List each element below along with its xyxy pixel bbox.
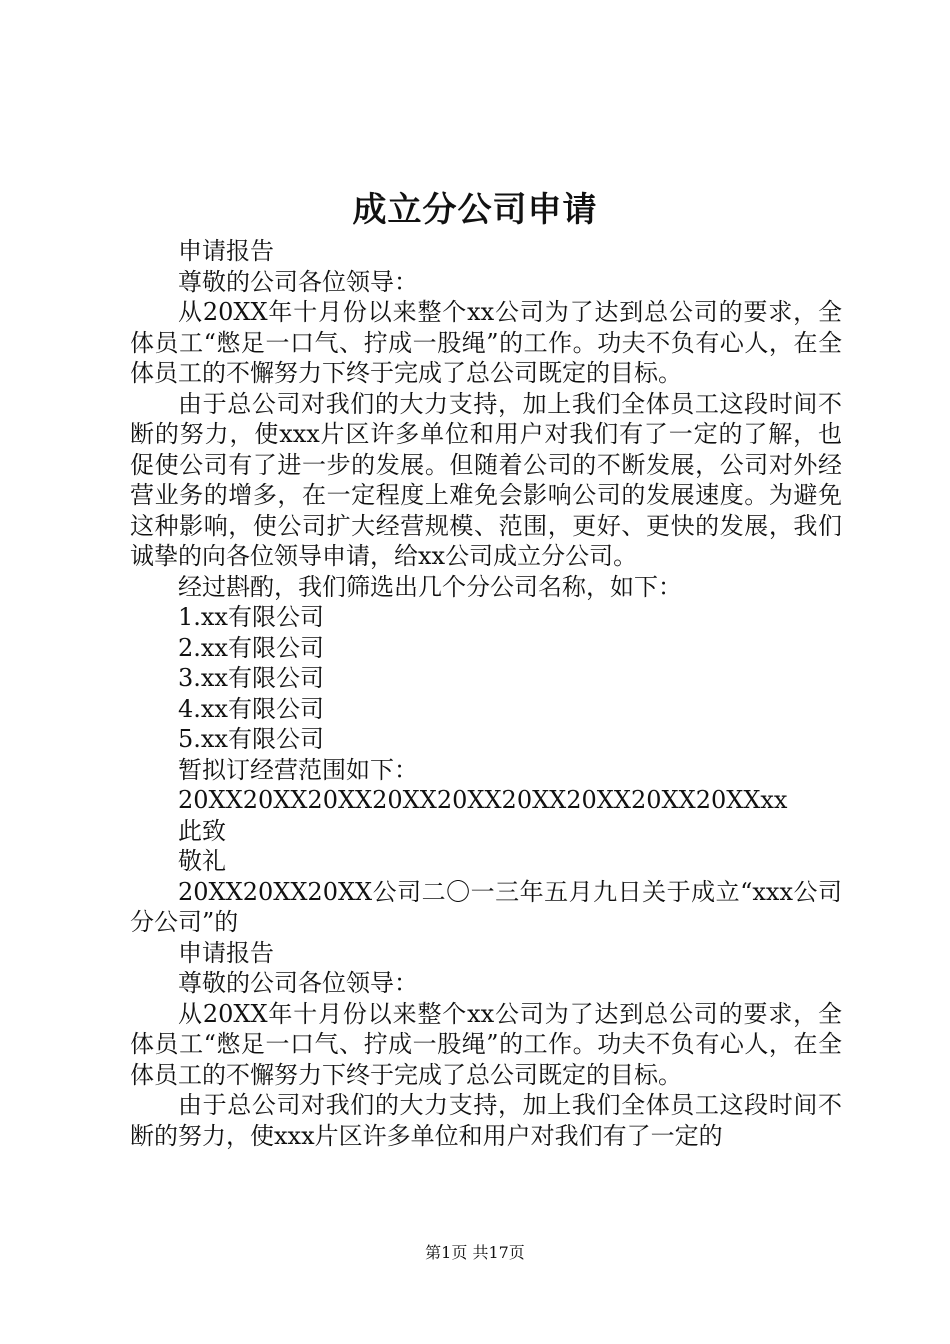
paragraph: 从20XX年十月份以来整个xx公司为了达到总公司的要求，全体员工“憋足一口气、拧成一股绳”的工作。功夫不负有心人，在全体员工的不懈努力下终于完成了总公司既定的目标。 — [130, 999, 842, 1089]
paragraph: 20XX20XX20XX公司二〇一三年五月九日关于成立“xxx公司分公司”的 — [130, 877, 842, 936]
paragraph: 申请报告 — [178, 938, 274, 967]
paragraph: 尊敬的公司各位领导： — [178, 267, 418, 296]
paragraph: 20XX20XX20XX20XX20XX20XX20XX20XX20XXxx — [178, 786, 788, 814]
paragraph: 此致 — [178, 816, 226, 845]
list-item: 2.xx有限公司 — [178, 633, 324, 662]
paragraph: 申请报告 — [178, 237, 274, 265]
paragraph: 由于总公司对我们的大力支持，加上我们全体员工这段时间不断的努力，使xxx片区许多单位和用户对我们有了一定的 — [130, 1091, 842, 1150]
paragraph: 敬礼 — [178, 847, 226, 875]
list-item: 3.xx有限公司 — [178, 664, 324, 692]
paragraph: 暂拟订经营范围如下： — [178, 755, 418, 784]
document-body — [130, 236, 842, 1151]
list-item: 5.xx有限公司 — [178, 725, 324, 753]
paragraph: 从20XX年十月份以来整个xx公司为了达到总公司的要求，全体员工“憋足一口气、拧成一股绳”的工作。功夫不负有心人，在全体员工的不懈努力下终于完成了总公司既定的目标。 — [130, 298, 842, 387]
document-title: 成立分公司申请 — [352, 190, 598, 230]
paragraph: 由于总公司对我们的大力支持，加上我们全体员工这段时间不断的努力，使xxx片区许多单位和用户对我们有了一定的了解，也促使公司有了进一步的发展。但随着公司的不断发展，公司对外经营业务的增多，在一定程度上难免会影响公司的发展速度。为避免这种影响，使公司扩大经营规模、范围，更好、更快的发展，我们诚挚的向各位领导申请，给xx公司成立分公司。 — [130, 389, 842, 570]
page-footer: 第1页 共17页 — [425, 1243, 525, 1262]
paragraph: 经过斟酌，我们筛选出几个分公司名称，如下： — [178, 572, 682, 601]
paragraph: 尊敬的公司各位领导： — [178, 969, 418, 997]
list-item: 1.xx有限公司 — [178, 603, 324, 631]
list-item: 4.xx有限公司 — [178, 694, 324, 723]
